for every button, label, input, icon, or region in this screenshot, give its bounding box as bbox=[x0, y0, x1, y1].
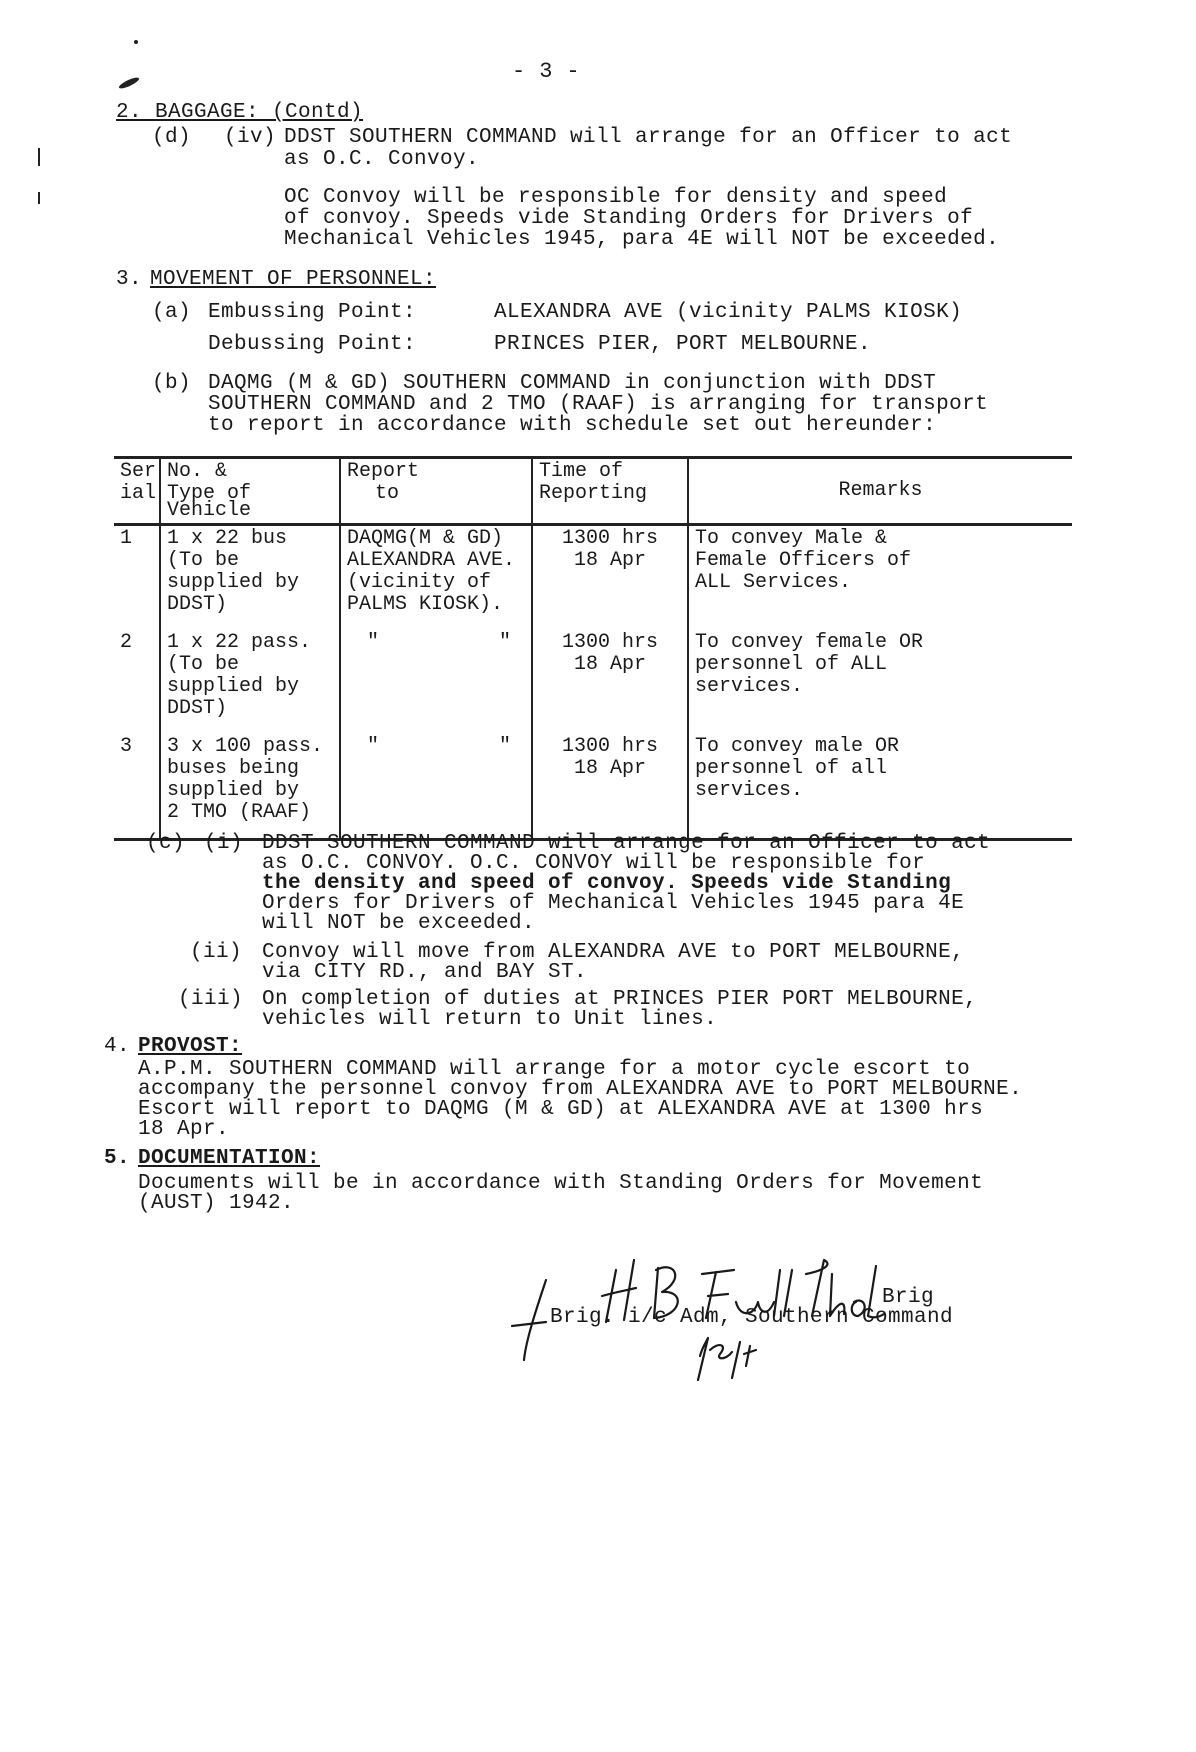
cell-text: 3 x 100 pass. bbox=[167, 735, 324, 758]
serial-cell bbox=[114, 630, 160, 734]
section-2-heading-text: 2. BAGGAGE: (Contd) bbox=[116, 101, 364, 124]
cell-text: 18 Apr bbox=[573, 653, 646, 676]
b-label: (b) bbox=[152, 372, 192, 395]
cell-text: 18 Apr bbox=[573, 757, 646, 780]
header-text: Reporting bbox=[539, 482, 648, 505]
debussing-value: PRINCES PIER, PORT MELBOURNE. bbox=[494, 333, 872, 356]
documentation-line-2: (AUST) 1942. bbox=[138, 1192, 295, 1215]
table-header-row bbox=[114, 458, 1072, 525]
cell-text: 2 bbox=[120, 631, 133, 654]
i-label: (i) bbox=[204, 832, 244, 855]
a-label: (a) bbox=[152, 301, 192, 324]
provost-line-1: A.P.M. SOUTHERN COMMAND will arrange for a motor cycle escort to bbox=[138, 1058, 971, 1081]
cell-text: DDST) bbox=[167, 593, 228, 616]
schedule-table bbox=[114, 456, 1072, 841]
cell-text: (To be bbox=[167, 549, 240, 572]
cell-text: DAQMG(M & GD) bbox=[347, 527, 504, 550]
report-cell bbox=[340, 734, 532, 840]
remarks-cell bbox=[688, 525, 1072, 631]
cell-text: To convey Male & bbox=[695, 527, 888, 550]
cell-text: buses being bbox=[167, 757, 300, 780]
table-row bbox=[114, 525, 1072, 631]
col-report-header bbox=[340, 458, 532, 525]
iv-line-2: as O.C. Convoy. bbox=[284, 148, 480, 171]
cell-text: DDST) bbox=[167, 697, 228, 720]
page-number: - 3 - bbox=[512, 59, 581, 84]
cell-text: 2 TMO (RAAF) bbox=[167, 801, 312, 824]
cell-text: services. bbox=[695, 779, 804, 802]
section-3-heading: MOVEMENT OF PERSONNEL: bbox=[150, 268, 437, 291]
table-body bbox=[114, 525, 1072, 840]
para-line-1: OC Convoy will be responsible for density and speed bbox=[284, 186, 948, 209]
remarks-cell bbox=[688, 734, 1072, 840]
b-line-2: SOUTHERN COMMAND and 2 TMO (RAAF) is arranging for transport bbox=[208, 393, 989, 416]
cell-text: " " bbox=[367, 631, 512, 654]
b-line-1: DAQMG (M & GD) SOUTHERN COMMAND in conjunction with DDST bbox=[208, 372, 937, 395]
cell-text: supplied by bbox=[167, 779, 300, 802]
c-iii-line-2: vehicles will return to Unit lines. bbox=[262, 1008, 718, 1031]
header-text: Report bbox=[347, 460, 420, 483]
section-5-num: 5. bbox=[104, 1147, 131, 1170]
cell-text: (vicinity of bbox=[347, 571, 492, 594]
embussing-value: ALEXANDRA AVE (vicinity PALMS KIOSK) bbox=[494, 301, 963, 324]
cell-text: 1300 hrs bbox=[561, 735, 658, 758]
transport-schedule-table bbox=[114, 456, 1072, 824]
d-label: (d) bbox=[152, 126, 192, 149]
section-5-heading: DOCUMENTATION: bbox=[138, 1147, 321, 1170]
cell-text: personnel of all bbox=[695, 757, 888, 780]
vehicle-cell bbox=[160, 734, 340, 840]
provost-line-2: accompany the personnel convoy from ALEXANDRA AVE to PORT MELBOURNE. bbox=[138, 1078, 1023, 1101]
iv-line-1: DDST SOUTHERN COMMAND will arrange for an Officer to act bbox=[284, 126, 1013, 149]
cell-text: ALL Services. bbox=[695, 571, 852, 594]
vehicle-cell bbox=[160, 525, 340, 631]
cell-text: To convey female OR bbox=[695, 631, 924, 654]
header-text: ial bbox=[120, 482, 157, 505]
cell-text: PALMS KIOSK). bbox=[347, 593, 504, 616]
c-label: (c) bbox=[146, 832, 186, 855]
c-i-line-2: as O.C. CONVOY. O.C. CONVOY will be responsible for bbox=[262, 852, 926, 875]
header-text: Ser bbox=[120, 460, 157, 483]
cell-text: 18 Apr bbox=[573, 549, 646, 572]
report-cell bbox=[340, 525, 532, 631]
time-cell bbox=[532, 734, 688, 840]
col-serial-header bbox=[114, 458, 160, 525]
debussing-label: Debussing Point: bbox=[208, 333, 417, 356]
ii-label: (ii) bbox=[190, 941, 243, 964]
cell-text: Female Officers of bbox=[695, 549, 912, 572]
serial-cell bbox=[114, 525, 160, 631]
cell-text: 1 x 22 pass. bbox=[167, 631, 312, 654]
cell-text: supplied by bbox=[167, 571, 300, 594]
para-line-2: of convoy. Speeds vide Standing Orders for Drivers of bbox=[284, 207, 974, 230]
cell-text: 1300 hrs bbox=[561, 527, 658, 550]
scan-speck bbox=[134, 40, 138, 44]
para-line-3: Mechanical Vehicles 1945, para 4E will NOT be exceeded. bbox=[284, 228, 1000, 251]
col-time-header bbox=[532, 458, 688, 525]
cell-text: (To be bbox=[167, 653, 240, 676]
serial-cell bbox=[114, 734, 160, 840]
section-2-heading bbox=[116, 101, 363, 125]
cell-text: 1300 hrs bbox=[561, 631, 658, 654]
c-i-line-1: DDST SOUTHERN COMMAND will arrange for an Officer to act bbox=[262, 832, 991, 855]
c-i-line-5: will NOT be exceeded. bbox=[262, 912, 536, 935]
time-cell bbox=[532, 525, 688, 631]
cell-text: 1 x 22 bus bbox=[167, 527, 288, 550]
cell-text: services. bbox=[695, 675, 804, 698]
remarks-cell bbox=[688, 630, 1072, 734]
vehicle-cell bbox=[160, 630, 340, 734]
cell-text: 3 bbox=[120, 735, 133, 758]
signature-for-line: Brig. i/c Adm, Southern Command bbox=[550, 1306, 954, 1329]
c-ii-line-1: Convoy will move from ALEXANDRA AVE to PORT MELBOURNE, bbox=[262, 941, 965, 964]
cell-text: " " bbox=[367, 735, 512, 758]
c-ii-line-2: via CITY RD., and BAY ST. bbox=[262, 961, 588, 984]
documentation-line-1: Documents will be in accordance with Standing Orders for Movement bbox=[138, 1172, 984, 1195]
header-text: Time of bbox=[539, 460, 624, 483]
cell-text: supplied by bbox=[167, 675, 300, 698]
b-line-3: to report in accordance with schedule set out hereunder: bbox=[208, 414, 937, 437]
col-remarks-header bbox=[688, 458, 1072, 525]
header-text: Type of bbox=[167, 482, 252, 505]
iv-label: (iv) bbox=[224, 126, 277, 149]
header-text: Vehicle bbox=[167, 499, 252, 522]
scan-speck bbox=[38, 148, 40, 166]
header-text: No. & bbox=[167, 460, 228, 483]
c-iii-line-1: On completion of duties at PRINCES PIER PORT MELBOURNE, bbox=[262, 988, 978, 1011]
c-i-line-3: the density and speed of convoy. Speeds vide Standing bbox=[262, 872, 952, 895]
signature-rank: Brig bbox=[882, 1286, 935, 1309]
cell-text: personnel of ALL bbox=[695, 653, 888, 676]
cell-text: 1 bbox=[120, 527, 133, 550]
table-row bbox=[114, 630, 1072, 734]
c-i-line-4: Orders for Drivers of Mechanical Vehicles 1945 para 4E bbox=[262, 892, 965, 915]
section-3-num: 3. bbox=[116, 268, 143, 291]
iii-label: (iii) bbox=[178, 988, 244, 1011]
embussing-label: Embussing Point: bbox=[208, 301, 417, 324]
report-cell bbox=[340, 630, 532, 734]
section-4-heading: PROVOST: bbox=[138, 1035, 243, 1058]
col-vehicle-header bbox=[160, 458, 340, 525]
cell-text: To convey male OR bbox=[695, 735, 900, 758]
cell-text: ALEXANDRA AVE. bbox=[347, 549, 516, 572]
table-row bbox=[114, 734, 1072, 840]
section-4-num: 4. bbox=[104, 1035, 131, 1058]
scan-speck bbox=[38, 192, 40, 204]
header-text: Remarks bbox=[838, 479, 923, 502]
header-text: to bbox=[375, 482, 400, 505]
provost-line-4: 18 Apr. bbox=[138, 1118, 230, 1141]
time-cell bbox=[532, 630, 688, 734]
provost-line-3: Escort will report to DAQMG (M & GD) at ALEXANDRA AVE at 1300 hrs bbox=[138, 1098, 984, 1121]
scan-speck bbox=[118, 76, 140, 91]
